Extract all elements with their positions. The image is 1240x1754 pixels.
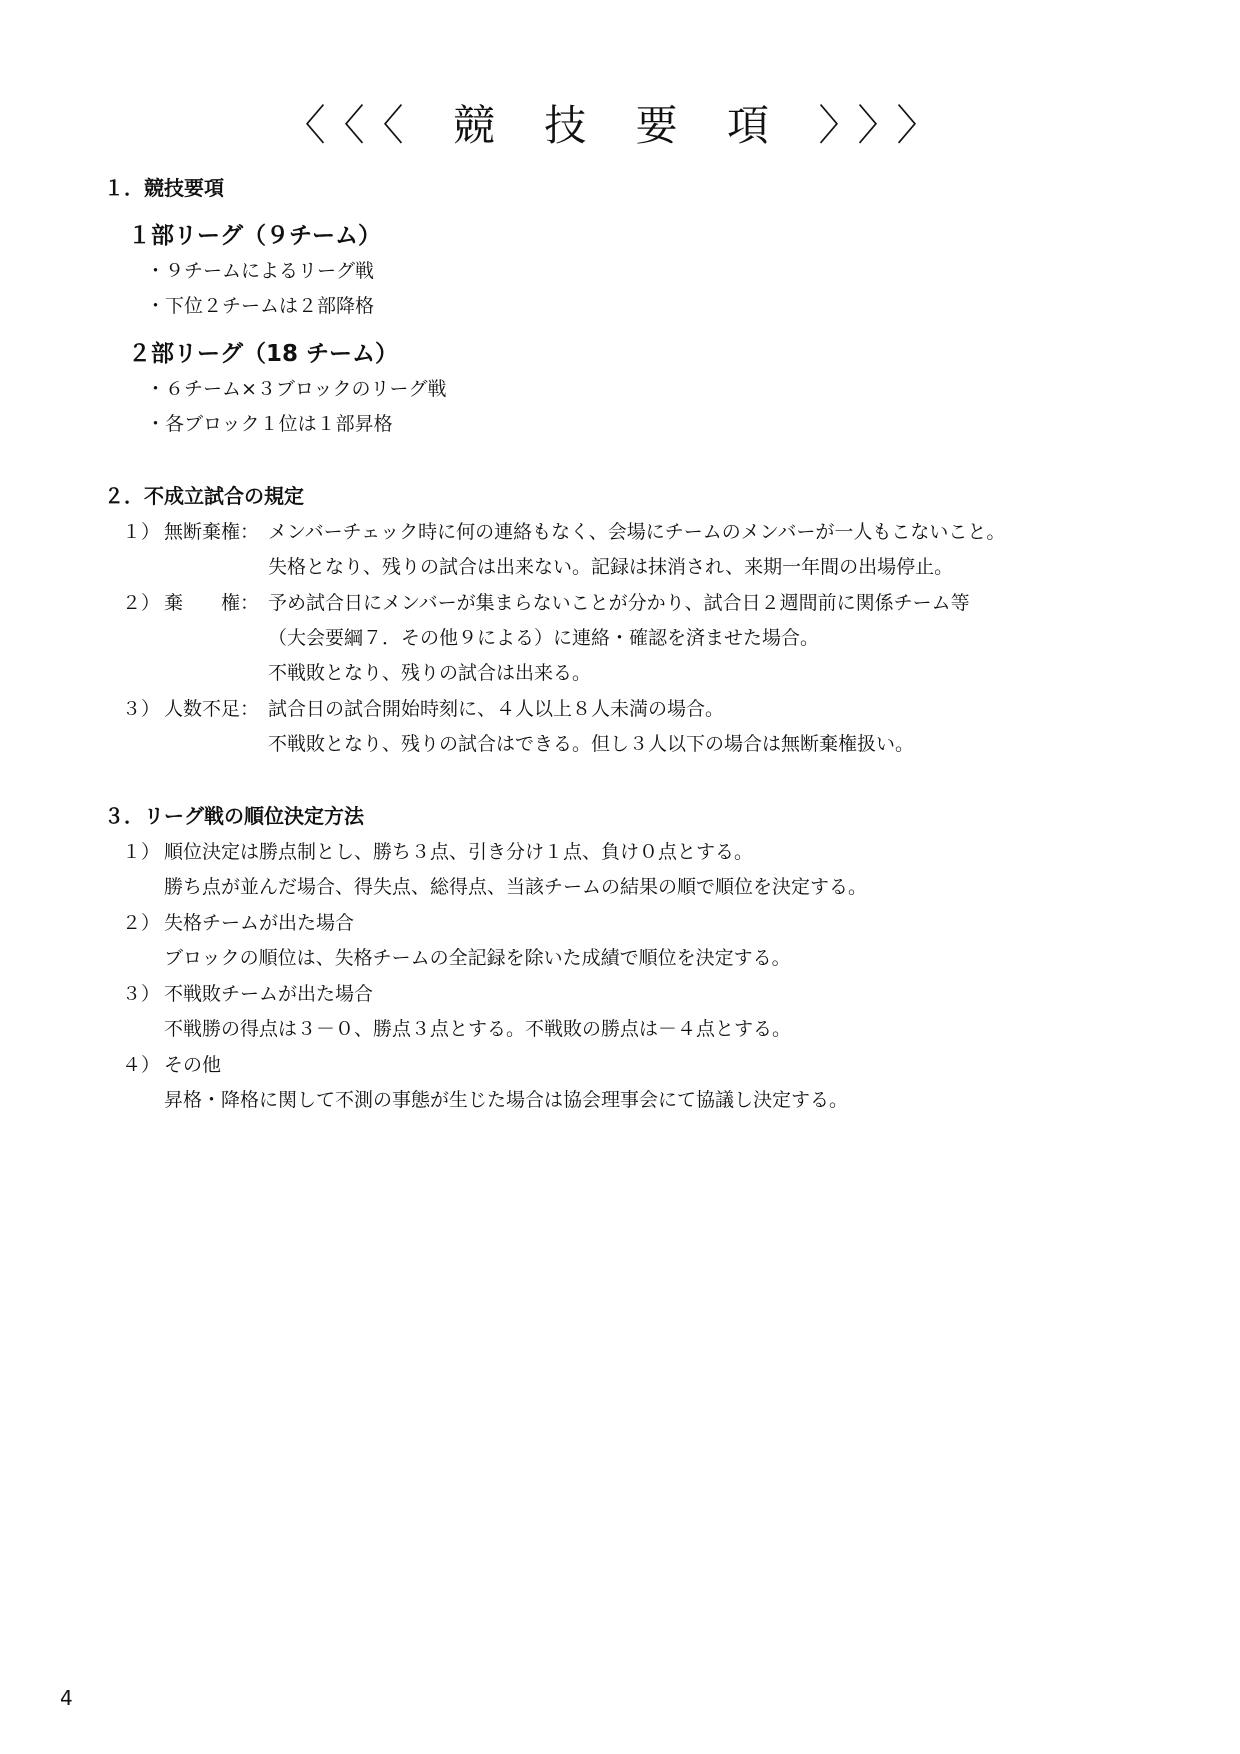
rule-number: １）: [122, 521, 161, 543]
rule-line: 不戦敗となり、残りの試合はできる。但し３人以下の場合は無断棄権扱い。: [268, 733, 915, 755]
page-title: 〈〈〈 競 技 要 項 〉〉〉: [283, 101, 957, 150]
league2-item: ・６チーム×３ブロックのリーグ戦: [146, 378, 447, 400]
rule-term: 人数不足：: [164, 698, 260, 720]
league1-heading: １部リーグ（９チーム）: [128, 223, 381, 249]
rule-line: 予め試合日にメンバーが集まらないことが分かり、試合日２週間前に関係チーム等: [268, 592, 970, 614]
ranking-line: 勝ち点が並んだ場合、得失点、総得点、当該チームの結果の順で順位を決定する。: [164, 876, 868, 898]
ranking-line: 不戦敗チームが出た場合: [164, 983, 374, 1005]
ranking-line: ブロックの順位は、失格チームの全記録を除いた成績で順位を決定する。: [164, 947, 791, 969]
rule-line: 不戦敗となり、残りの試合は出来る。: [268, 662, 592, 684]
ranking-line: 失格チームが出た場合: [164, 912, 355, 934]
ranking-number: ３）: [122, 983, 161, 1005]
ranking-line: 順位決定は勝点制とし、勝ち３点、引き分け１点、負け０点とする。: [164, 841, 754, 863]
rule-line: メンバーチェック時に何の連絡もなく、会場にチームのメンバーが一人もこないこと。: [268, 521, 1006, 543]
ranking-number: ２）: [122, 912, 161, 934]
rule-term: 無断棄権：: [164, 521, 260, 543]
ranking-number: １）: [122, 841, 161, 863]
league2-heading: ２部リーグ（18 チーム）: [128, 341, 399, 367]
rule-term: 棄 権：: [164, 592, 260, 614]
rule-line: 失格となり、残りの試合は出来ない。記録は抹消され、来期一年間の出場停止。: [268, 556, 954, 578]
ranking-line: その他: [164, 1054, 222, 1076]
section3-heading: ３．リーグ戦の順位決定方法: [104, 804, 364, 828]
rule-line: 試合日の試合開始時刻に、４人以上８人未満の場合。: [268, 698, 725, 720]
ranking-line: 昇格・降格に関して不測の事態が生じた場合は協会理事会にて協議し決定する。: [164, 1089, 849, 1111]
league1-item: ・９チームによるリーグ戦: [146, 260, 375, 282]
section2-heading: ２．不成立試合の規定: [104, 484, 304, 508]
rule-number: ２）: [122, 592, 161, 614]
rule-number: ３）: [122, 698, 161, 720]
section1-heading: １．競技要項: [104, 176, 224, 200]
league1-item: ・下位２チームは２部降格: [146, 295, 375, 317]
page-number: 4: [60, 1686, 73, 1710]
league2-item: ・各ブロック１位は１部昇格: [146, 413, 393, 435]
ranking-line: 不戦勝の得点は３－０、勝点３点とする。不戦敗の勝点は－４点とする。: [164, 1018, 792, 1040]
rule-line: （大会要綱７．その他９による）に連絡・確認を済ませた場合。: [268, 627, 820, 649]
ranking-number: ４）: [122, 1054, 161, 1076]
